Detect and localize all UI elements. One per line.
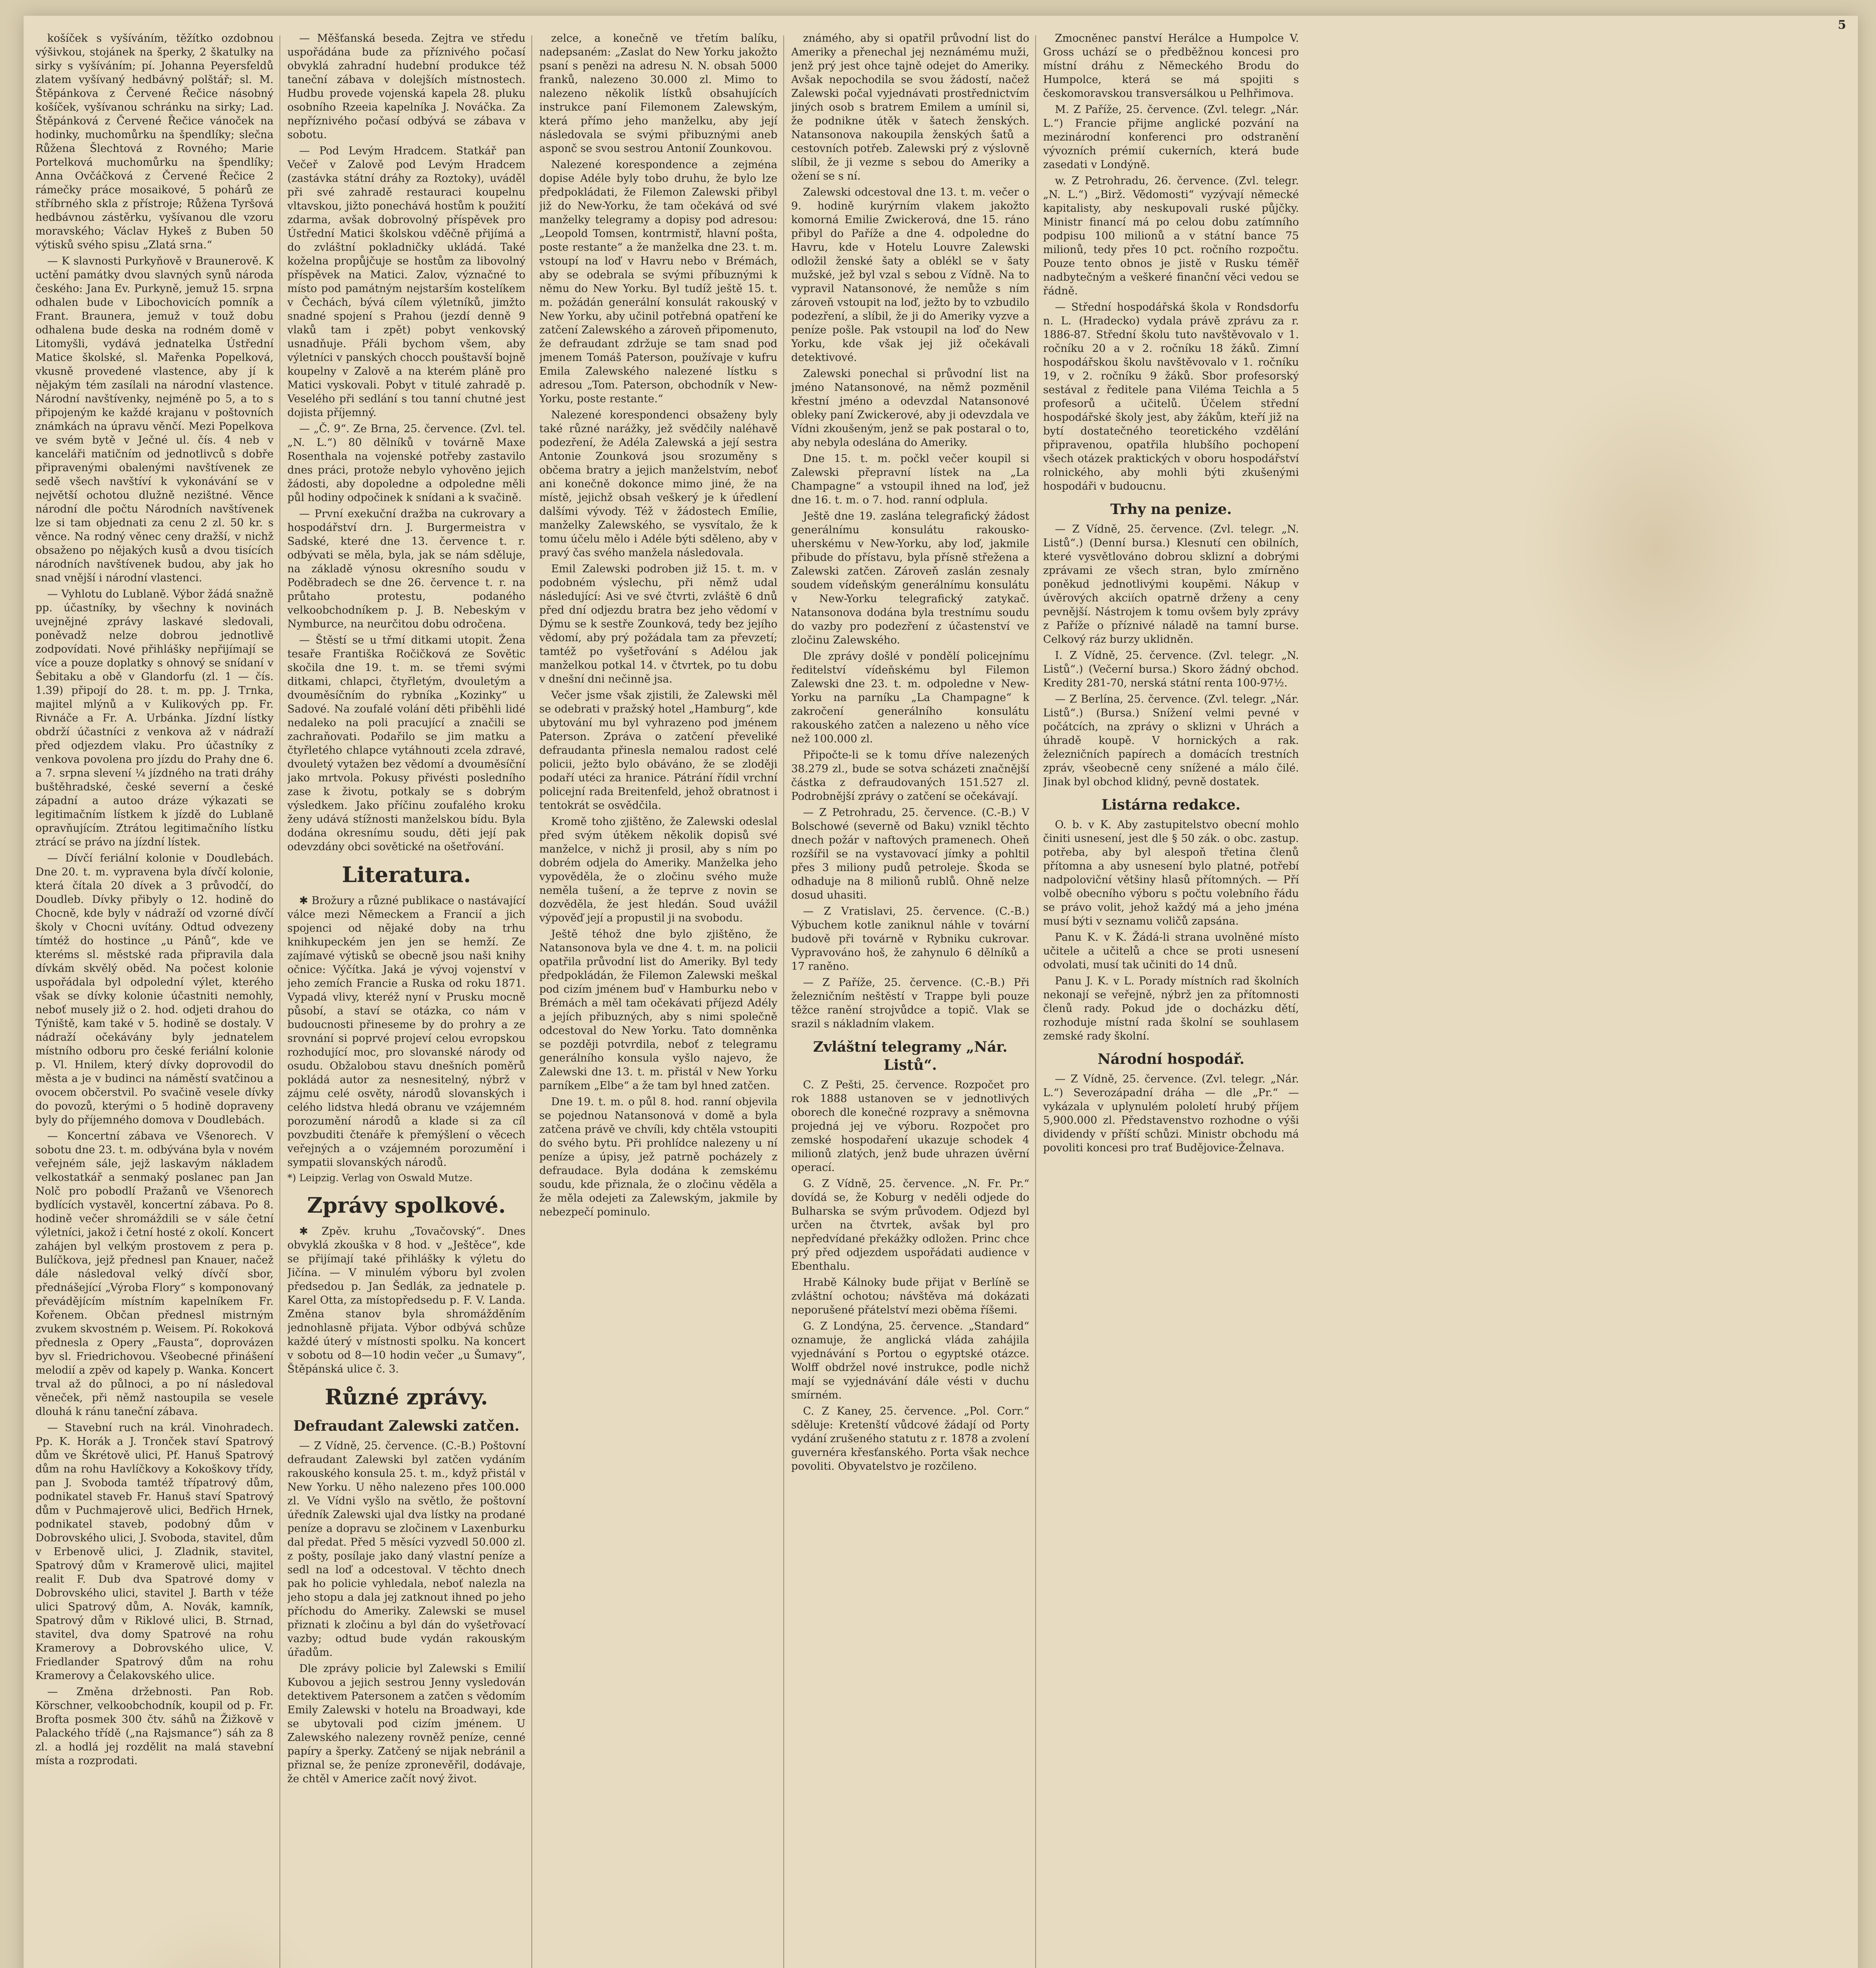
article-paragraph: G. Z Vídně, 25. července. „N. Fr. Pr.“ dovídá se, že Koburg v neděli odjede do Bulharska se svým průvodem. Odjezd byl určen na čtvrtek, avšak byl pro nepředvídané překážky odložen. Princ chce prý před odjezdem uspořádati audience v Ebenthalu. — [791, 1178, 1029, 1273]
article-paragraph: Zmocněnec panství Herálce a Humpolce V. Gross uchází se o předběžnou koncesi pro místní dráhu z Německého Brodu do Humpolce, která se má spojiti s českomoravskou transversálkou u Pelhřimova. — [1043, 32, 1299, 100]
article-paragraph: — Vyhlotu do Lublaně. Výbor žádá snažně pp. účastníky, by všechny k novinách uvejnějné zprávy laskavé sledovali, poněvadž nelze dobrou jednotlivě zodpovídati. Nové přihlášky nepřijímají se více a pouze doplatky s ohnový se snídaní v Šebitaku a obě v Glandorfu (zl. 1 — čís. 1.39) připojí do 28. t. m. pp. J. Trnka, majitel mlýnů a v Kulikových pp. Fr. Rivnáče a Fr. A. Urbánka. Jízdní lístky obdrží účastníci z venkova až v nádraží před odjezdem vlaku. Pro účastníky z venkova povolena pro jízdu do Prahy dne 6. a 7. srpna slevení ¼ jízdného na trati dráhy buštěhradské, české severní a české západní a autoo dráze výkazati se legitimačním lístkem k jízdě do Lublaně opravňujícím. Ztrátou legitimačního lístku ztrácí se právo na jízdní lístek. — [35, 588, 274, 848]
column-divider — [1035, 35, 1036, 1968]
newspaper-page — [24, 16, 1858, 1968]
article-paragraph: Kromě toho zjištěno, že Zalewski odeslal před svým útěkem několik dopisů své manželce, v nichž ji prosil, aby s ním po dobrém odjela do Ameriky. Manželka jeho vypověděla, že o zločinu svého muže neměla tušení, a že teprve z novin se dozvěděla, že jest hledán. Soud uvážil výpověď její a propustil ji na svobodu. — [539, 816, 777, 924]
article-paragraph: — Střední hospodářská škola v Rondsdorfu n. L. (Hradecko) vydala právě zprávu za r. 1886-87. Střední školu tuto navštěvovalo v 1. ročníku 20 a v 2. ročníku 18 žáků. Zimní hospodářskou školu navštěvovalo v 1. ročníku 19, v 2. ročníku 9 žáků. Sbor profesorský sestával z ředitele pana Viléma Teichla a 5 profesorů a učitelů. Účelem střední hospodářské školy jest, aby žákům, kteří již na bytí dostatečného teoretického vzdělání připravenou, opatřila hlubšího pochopení všech otázek praktických v oboru hospodářství rolnického, aby mohli býti zkušenými hospodáři v budoucnu. — [1043, 301, 1299, 492]
article-paragraph: — Z Vratislavi, 25. července. (C.-B.) Výbuchem kotle zaniknul náhle v tovární budově při továrně v Rybniku cukrovar. Vypravováno hoš, že zahynulo 6 dělníků a 17 raněno. — [791, 905, 1029, 973]
article-paragraph: Dle zprávy došlé v pondělí policejnímu ředitelství vídeňskému byl Filemon Zalewski dne 23. t. m. odpoledne v New-Yorku na parníku „La Champagne“ k zakročení generálního konsulátu rakouského zatčen a nalezeno u něho více než 100.000 zl. — [791, 650, 1029, 745]
article-paragraph: — Z Paříže, 25. července. (C.-B.) Při železničním neštěstí v Trappe byli pouze těžce ranění strojvůdce a topič. Vlak se srazil s nákladním vlakem. — [791, 977, 1029, 1030]
article-paragraph: Panu J. K. v L. Porady místních rad školních nekonají se veřejně, nýbrž jen za přítomnosti členů rady. Pokud jde o docházku dětí, rozhoduje místní rada školní se souhlasem zemské rady školní. — [1043, 975, 1299, 1042]
column-divider — [279, 35, 280, 1968]
article-paragraph: košíček s vyšíváním, těžítko ozdobnou výšivkou, stojánek na šperky, 2 škatulky na sirky s vyšíváním; pí. Johanna Peyersfeldů zlatem vyšívaný hedbávný polštář; sl. M. Štěpánkova z Červené Řečice násobný košíček, vyšívanou schránku na sirky; Lad. Štěpánková z Červené Řečice vánoček na hodinky, muchomůrku na špendlíky; slečna Růžena Šlechtová z Rovného; Marie Portelková muchomůrku na špendlíky; Anna Ovčáčková z Červené Řečice 2 rámečky práce mosaikové, 5 pohárů ze stříbrného skla z přístroje; Růžena Tyršová hedbávnou zástěrku, vyšívanou dle vzoru moravského; Václav Hykeš z Buben 50 výtisků svého spisu „Zlatá srna.“ — [35, 32, 274, 251]
article-paragraph: Dne 15. t. m. počkl večer koupil si Zalewski přepravní lístek na „La Champagne“ a vstoupil ihned na loď, jež dne 16. t. m. o 7. hod. ranní odplula. — [791, 453, 1029, 506]
section-heading-zpravy-spolkove: Zprávy spolkové. — [307, 1193, 506, 1218]
article-paragraph: Emil Zalewski podroben již 15. t. m. v podobném výslechu, při němž udal následující: Asi ve své čtvrti, zvláště 6 dnů před dní odjezdu bratra bez jeho vědomí v Dýmu se k sestře Zounková, tedy bez jejího vědomí, aby prý požádala tam za převzetí; tamtéž po vyšetřování s Adélou jak manželkou potkal 14. v čtvrtek, po tu dobu v dnešní dni nečinně jsa. — [539, 563, 777, 685]
footnote: *) Leipzig. Verlag von Oswald Mutze. — [287, 1172, 473, 1184]
column-2 — [287, 31, 525, 1968]
article-paragraph: C. Z Kaney, 25. července. „Pol. Corr.“ sděluje: Kretenští vůdcové žádají od Porty vydání zrušeného statutu z r. 1878 a zvolení guvernéra křesťanského. Porta však nechce povoliti. Obyvatelstvo je rozčileno. — [791, 1405, 1029, 1472]
article-paragraph: — Z Vídně, 25. července. (Zvl. telegr. „N. Listů“.) (Denní bursa.) Klesnutí cen obilních, které vysvětlováno dobrou sklizní a dobrými zprávami ze všech stran, bylo zmírněno poněkud jednotlivými koupěmi. Nákup v úvěrových akciích opatrně drženy a ceny pevnější. Nástrojem k tomu ovšem byly zprávy z Paříže o příznivé náladě na tamní burse. Celkový ráz burzy uklidněn. — [1043, 523, 1299, 646]
page-number: 5 — [1838, 18, 1846, 32]
article-paragraph: — Koncertní zábava ve Všenorech. V sobotu dne 23. t. m. odbývána byla v novém veřejném sále, jejž laskavým nákladem velkostatkář a senmaký poslanec pan Jan Nolč pro pobodlí Pražanů ve Všenorech bydlících vystavěl, koncertní zábava. Po 8. hodině večer shromáždili se v sále četní výletníci, jakož i četní hosté z okolí. Koncert zahájen byl velkým prostovem z pera p. Bulíčkova, jejž přednesl pan Knauer, načež dále následoval velký dívčí sbor, přednášející „Výroba Flory“ s komponovaný převádějícím místním kapelníkem Fr. Kořenem. Občan přednesl mistrným zvukem skvostném p. Weisem. Pí. Rokoková přednesla z Opery „Fausta“, doprovázen byv sl. Friedrichovou. Všeobecné přinášení melodií a zpěv od kapely p. Wanka. Koncert trval až do půlnoci, a po ní následoval věneček, při němž nastoupila se vesele dlouhá k ránu taneční zábava. — [35, 1130, 274, 1418]
article-paragraph: Nalezené korespondenci obsaženy byly také různé narážky, jež svědčily naléhavě podezření, že Adéla Zalewská a její sestra Antonie Zounková jsou srozuměny s občema bratry a jejich manželstvím, neboť ani konečně dokonce mimo jiné, že na místě, jejichž obsah veškerý je k úředlení dalšími vývody. Též v žádostech Emílie, manželky Zalewského, se vysvítalo, že k tomu účelu mělo i Adéle býti sděleno, aby v pravý čas svého manžela následovala. — [539, 409, 777, 559]
article-paragraph: Zalewski odcestoval dne 13. t. m. večer o 9. hodině kurýrním vlakem jakožto komorná Emilie Zwickerová, dne 15. ráno přibyl do Paříže a dne 4. odpoledne do Havru, kde v Hotelu Louvre Zalewski odložil ženské šaty a oblékl se v šaty mužské, jež byl vzal s sebou z Vídně. Na to vypravil Natansonové, že nemůže s ním zároveň vstoupit na loď, ježto by to vzbudilo podezření, a slíbil, že ji do Ameriky vyzve a peníze pošle. Pak vstoupil na loď do New Yorku, kde však jej již očekávali detektivové. — [791, 186, 1029, 364]
column-3 — [539, 31, 777, 1968]
section-heading-narodni-hospodar: Národní hospodář. — [1097, 1051, 1245, 1067]
article-paragraph: — Z Vídně, 25. července. (Zvl. telegr. „Nár. L.“) Severozápadní dráha — dle „Pr.“ — vykázala v uplynulém pololetí hrubý příjem 5,900.000 zl. Představenstvo rozhodne o výši dividendy v příští schůzi. Ministr obchodu má povoliti koncesi pro trať Budějovice-Želnava. — [1043, 1073, 1299, 1154]
article-paragraph: Nalezené korespondence a zejména dopise Adéle byly tobo druhu, že bylo lze předpokládati, že Filemon Zalewski přibyl již do New-Yorku, že tam očekává od své manželky telegramy a dopisy pod adresou: „Leopold Tomsen, kontrmistř, hlavní pošta, poste restante“ a že manželka dne 23. t. m. vstoupí na loď v Havru nebo v Brémách, aby se odebrala se svými příbuznými k němu do New Yorku. Byl tudíž ještě 15. t. m. požádán generální konsulát rakouský v New Yorku, aby učinil potřebná opatření ke zatčení Zalewského a zároveň připomenuto, že defraudant zdržuje se tam snad pod jmenem Tomáš Paterson, používaje v kufru Emila Zalewského nalezené lístku s adresou „Tom. Paterson, obchodník v New-Yorku, poste restante.“ — [539, 159, 777, 405]
article-paragraph: w. Z Petrohradu, 26. července. (Zvl. telegr. „N. L.“) „Birž. Vědomosti“ vyzývají německé kapitalisty, aby neskupovali ruské půjčky. Ministr financí má po celou dobu zatímního podpisu 100 milionů a v státní bance 75 milionů, tedy přes 10 pct. ročního rozpočtu. Pouze tento obnos je jistě v Rusku téměř nadbytečným a veškeré finanční věci vedou se řádně. — [1043, 175, 1299, 297]
article-paragraph: — K slavnosti Purkyňově v Braunerově. K uctění památky dvou slavných synů národa českého: Jana Ev. Purkyně, jemuž 15. srpna odhalen bude v Libochovicích pomník a Frant. Braunera, jemuž v touž dobu odhalena bude deska na rodném domě v Litomyšli, vydává jednatelka Ústřední Matice školské, sl. Mařenka Popelková, vkusně provedené vlastence, aby jí k nějakým tém zasílali na národní vlastence. Národní navštívenky, nejméně po 5, a to s připojeným ke každé krajanu v poštovních známkách na úpravu věnčí. Mezi Popelkova ve svém bytě v Ječné ul. čís. 4 neb v kanceláři matičním od jednotlivců s dobře připravenými obalenými navštívenek ze sedě všech navštíví k vykonávání se v největší ochotou dlužně nezištné. Věnce národní dle počtu Národních navštívenek lze si tam objednati za cenu 2 zl. 50 kr. s věnce. Na rodný věnec ceny dražší, v nichž obsaženo po nějakých kusů a dvou tisících národních navštívenek budou, aby jak ho snad vnější i národní vlastenci. — [35, 255, 274, 584]
article-paragraph: Hrabě Kálnoky bude přijat v Berlíně se zvláštní ochotou; návštěva má dokázati neporušené přátelství mezi oběma říšemi. — [791, 1276, 1029, 1316]
article-paragraph: — Pod Levým Hradcem. Statkář pan Večeř v Zalově pod Levým Hradcem (zastávka státní dráhy za Roztoky), uváděl při své zahradě restauraci koupelnu vltavskou, jižto ponechává hostům k použití zdarma, avšak dobrovolný příspěvek pro Ústřední Matici školskou vděčně přijímá a do zvláštní pokladničky ukládá. Také koželna propůjčuje se hostům za libovolný příspěvek na Matici. Zalov, význačné to místo pod památným nejstarším kostelíkem v Čechách, bývá cílem výletníků, jimžto snadné spojení s Prahou (jezdí denně 9 vlaků tam i zpět) pobyt venkovský usnadňuje. Přáli bychom všem, aby výletníci v panských chocch pouštavší bojně koupelny v Zalově a na kterém pláně pro Matici vyskovali. Pobyt v titulé zahradě p. Veselého při sedlání s tou tanní chutné jest dojista příjemný. — [287, 145, 525, 419]
article-paragraph: — Z Petrohradu, 25. července. (C.-B.) V Bolschowé (severně od Baku) vznikl těchto dnech požár v naftových pramenech. Oheň rozšířil se na vystavovací jímky a pohltil přes 3 miliony pudů petroleje. Škoda se odhaduje na 8 milionů rublů. Ohně nelze dosud uhasiti. — [791, 806, 1029, 901]
article-paragraph: — Štěstí se u třmí ditkami utopit. Žena tesaře Františka Ročičková ze Sovětic skočila dne 19. t. m. se třemi svými ditkami, chlapci, čtyřletým, dvouletým a dvouměsíčním do rybníka „Kozinky“ u Sadové. Na zoufalé volání děti přiběhli lidé nedaleko na poli pracující a značili se zachraňovati. Podařilo se jim matku a čtyřletého chlapce vytáhnouti zcela zdravé, dvouletý vytažen bez vědomí a dvouměsíční jako mrtvola. Pokusy přivésti posledního zase k životu, potkaly se s dobrým výsledkem. Jako příčinu zoufalého kroku ženy udává stížnosti manželskou bídu. Byla dodána okresnímu soudu, děti její pak odevzdány obci sovětické na ošetřování. — [287, 634, 525, 853]
article-paragraph: G. Z Londýna, 25. července. „Standard“ oznamuje, že anglická vláda zahájila vyjednávání s Portou o egyptské otázce. Wolff obdržel nové instrukce, podle nichž mají se vyjednávání dále vésti v duchu smírném. — [791, 1320, 1029, 1401]
article-paragraph: O. b. v K. Aby zastupitelstvo obecní mohlo činiti usnesení, jest dle § 50 zák. o obc. zastup. potřeba, aby byl alespoň třetina členů přítomna a aby usnesení bylo platné, potřebí nadpoloviční většiny hlasů přítomných. — Pří volbě obecního výboru s počtu volebního řádu se právo volit, jehož každý má a jeho jména musí býti v seznamu voličů zapsána. — [1043, 819, 1299, 927]
article-paragraph: ✱ Brožury a různé publikace o nastávající válce mezi Německem a Francií a jich spojenci od nějaké doby na trhu knihkupeckém jen jen se hemží. Ze zajímavé výtisků se obecně jsou naši knihy očnice: Výčítka. Jaká je vývoj vojenství v jeho zemích Francie a Ruska od roku 1871. Vypadá vlivy, kteréž nyní v Prusku mocně působí, a staví se otázka, co nám v budoucnosti přineseme by do prohry a ze srovnání si poprvé projeví celou evropskou rozhodující moc, pro slovanské národy od osudu. Obžalobou stavu dnešních poměrů pokládá autor za nesnesitelný, nýbrž v zájmu celé osvěty, národů slovanských i celého lidstva hledá obranu ve vzájemném porozumění národů a klade si za cíl povzbuditi čtenáře k přemýšlení o věcech veřejných a o vzájemném porozumění i sympatii slovanských národů. — [287, 895, 525, 1169]
article-paragraph: Dne 19. t. m. o půl 8. hod. ranní objevila se pojednou Natansonová v domě a byla zatčena právě ve chvíli, kdy chtěla vstoupiti do svého bytu. Při prohlídce nalezeny u ní peníze a úpisy, jež patrně pocházely z defraudace. Byla dodána k zemskému soudu, kde přiznala, že o zločinu věděla a že měla odejeti za Zalewským, jakmile by nebezpečí pominulo. — [539, 1096, 777, 1218]
article-paragraph: — Z Vídně, 25. července. (C.-B.) Poštovní defraudant Zalewski byl zatčen vydáním rakouského konsula 25. t. m., když přistál v New Yorku. U něho nalezeno přes 100.000 zl. Ve Vídni vyšlo na světlo, že poštovní úředník Zalewski ujal dva lístky na prodané peníze a dopravu se zločinem v Laxenburku dal předat. Před 5 měsíci vyzvedl 50.000 zl. z pošty, posílaje jako daný vlastní peníze a sedl na loď a odcestoval. V těchto dnech pak ho policie vyhledala, neboť nalezla na jeho stopu a dala jej zatknout ihned po jeho příchodu do Ameriky. Zalewski se musel přiznati k zločinu a byl dán do vyšetřovací vazby; odtud bude vydán rakouským úřadům. — [287, 1440, 525, 1659]
column-1 — [35, 31, 274, 1968]
article-paragraph: známého, aby si opatřil průvodní list do Ameriky a přenechal jej neznámému muži, jenž prý jest ohce tajně odejet do Ameriky. Avšak nepochodila se svou žádostí, načež Zalewski počal vyjednávati prostřednictvím jiných osob s bratrem Emilem a umínil si, že podnikne útěk v šatech ženských. Natansonova nakoupila ženských šatů a cestovních potřeb. Zalewski prý z výslovně slíbil, že ji vezme s sebou do Ameriky a ožení se s ní. — [791, 32, 1029, 182]
column-divider — [531, 35, 532, 1968]
article-paragraph: — Měšťanská beseda. Zejtra ve středu uspořádána bude za příznivého počasí obvyklá zahradní hudební produkce též taneční zábava v dolejších místnostech. Hudbu provede vojenská kapela 28. pluku osobního Rzeeia kapelníka J. Nováčka. Za nepříznivého počasí odbývá se zábava v sobotu. — [287, 32, 525, 141]
section-heading-listarna: Listárna redakce. — [1101, 797, 1241, 813]
article-paragraph: I. Z Vídně, 25. července. (Zvl. telegr. „N. Listů“.) (Večerní bursa.) Skoro žádný obchod. Kredity 281-70, nerská státní renta 100-97½. — [1043, 649, 1299, 689]
article-headline: Defraudant Zalewski zatčen. — [293, 1418, 520, 1434]
column-divider — [783, 35, 784, 1968]
article-paragraph: Zalewski ponechal si průvodní list na jméno Natansonové, na němž pozměnil křestní jméno a odevzdal Natansonové obleky paní Zwickerové, aby ji odevzdala ve Vídni zkoušeným, jenž se pak postaral o to, aby nebyla odeslána do Ameriky. — [791, 368, 1029, 449]
article-paragraph: Večer jsme však zjistili, že Zalewski měl se odebrati v pražský hotel „Hamburg“, kde ubytování mu byl vyhrazeno pod jménem Paterson. Zpráva o zatčení převeliké defraudanta přinesla nemalou radost celé policii, ježto bylo obáváno, že se zloději podaří utéci za hranice. Pátrání řídil vrchní policejní rada Breitenfeld, jehož obratnost i tentokrát se osvědčila. — [539, 689, 777, 812]
article-paragraph: Dle zprávy policie byl Zalewski s Emilií Kubovou a jejich sestrou Jenny vysledován detektivem Patersonem a zatčen s vědomím Emily Zalewski v hotelu na Broadwayi, kde se ubytovali pod cizím jménem. U Zalewského nalezeny rovněž peníze, cenné papíry a šperky. Zatčený se nijak nebránil a přiznal se, že peníze zpronevěřil, dodávaje, že chtěl v Americe začít nový život. — [287, 1663, 525, 1785]
article-paragraph: ✱ Zpěv. kruhu „Tovačovský“. Dnes obvyklá zkouška v 8 hod. v „Ještěce“, kde se přijímají také přihlášky k výletu do Jičína. — V minulém výboru byl zvolen předsedou p. Jan Šedlák, za jednatele p. Karel Otta, za místopředsedu p. F. V. Landa. Změna stanov byla shromážděním jednohlasně přijata. Výbor odbývá schůze každé úterý v místnosti spolku. Na koncert v sobotu od 8—10 hodin večer „u Šumavy“, Štěpánská ulice č. 3. — [287, 1225, 525, 1375]
article-paragraph: Ještě téhož dne bylo zjištěno, že Natansonova byla ve dne 4. t. m. na policii opatřila průvodní list do Ameriky. Byl tedy předpokládán, že Filemon Zalewski meškal pod cizím jménem buď v Hamburku nebo v Brémách a měl tam očekávati příjezd Adély a jejích přibuzných, aby s nimi společně odcestoval do New Yorku. Tato domněnka se později potvrdila, neboť z telegramu generálního konsula vyšlo najevo, že Zalewski dne 13. t. m. přistál v New Yorku parníkem „Elbe“ a že tam byl hned zatčen. — [539, 928, 777, 1092]
section-heading-telegramy: Zvláštní telegramy „Nár. Listů“. — [813, 1039, 1008, 1073]
column-5 — [1043, 31, 1842, 1968]
article-paragraph: Připočte-li se k tomu dříve nalezených 38.279 zl., bude se sotva scházeti značnější částka z defraudovaných 151.527 zl. Podrobnější zprávy o zatčení se očekávají. — [791, 749, 1029, 803]
article-paragraph: — Dívčí feriální kolonie v Doudlebách. Dne 20. t. m. vypravena byla dívčí kolonie, která čítala 20 dívek a 3 průvodčí, do Doudleb. Dívky přibyly o 12. hodině do Chocně, kde byly v nádraží od vzorné dívčí školy v Chocni uvítány. Odtud odvezeny tímtéž do hostince „u Pánů“, kde ve kteréms sl. městské rada připravila dala dívkám skvělý oběd. Na počest kolonie uspořádala byl odpolední výlet, kterého však se dívky kolonie účastniti nemohly, neboť musely již o 2. hod. odjeti drahou do Týniště, kam také v 5. hodině se dostaly. V nádraží očekávány byly jednatelem místního odboru pro české feriální kolonie p. Vl. Hnilem, který dívky doprovodil do města a je v budinci na náměstí svatčinou a ovocem občerstvil. Po svačině vesele dívky do povozů, kterými o 5 hodině dopraveny byly do příjemného domova v Doudlebách. — [35, 852, 274, 1126]
section-heading-literatura: Literatura. — [342, 862, 471, 887]
article-paragraph: M. Z Paříže, 25. července. (Zvl. telegr. „Nár. L.“) Francie přijme anglické pozvání na mezinárodní konferenci pro odstranění vývozních prémií cukerních, která bude zasedati v Londýně. — [1043, 104, 1299, 171]
article-paragraph: — „Č. 9“. Ze Brna, 25. července. (Zvl. tel. „N. L.“) 80 dělníků v továrně Maxe Rosenthala na vojenské potřeby zastavilo dnes práci, protože nebylo vyhověno jejich žádosti, aby dopoledne a odpoledne měli půl hodiny odpočinek k snídani a k svačině. — [287, 423, 525, 504]
article-paragraph: Ještě dne 19. zaslána telegrafický žádost generálnímu konsulátu rakousko-uherskému v New-Yorku, aby loď, jakmile přibude do přístavu, byla přísně střežena a Zalewski zatčen. Zároveň zaslán zesnaly soudem vídeňským generálnímu konsulátu v New-Yorku telegrafický zatykač. Natansonova dodána byla trestnímu soudu do vazby pro podezření z účastenství ve zločinu Zalewského. — [791, 510, 1029, 646]
article-paragraph: — Z Berlína, 25. července. (Zvl. telegr. „Nár. Listů“.) (Bursa.) Snížení velmi pevné v počátcích, na zprávy o sklizni v Uhrách a úhradě koupě. V hornických a rak. železničních papírech a domácích trestních zpráv, všeobecně ceny snížené a málo čilé. Jinak byl obchod klidný, pevně dostatek. — [1043, 693, 1299, 788]
article-paragraph: Panu K. v K. Žádá-li strana uvolněné místo učitele a učitelů a chce se proti usnesení odvolati, musí tak učiniti do 14 dnů. — [1043, 931, 1299, 971]
article-paragraph: C. Z Pešti, 25. července. Rozpočet pro rok 1888 ustanoven se v jednotlivých oborech dle konečné rozpravy a sněmovna projedná jej ve výboru. Rozpočet pro zemské hospodaření ukazuje schodek 4 milionů zlatých, jenž bude uhrazen úvěrní operací. — [791, 1079, 1029, 1174]
section-heading-ruzne-zpravy: Různé zprávy. — [325, 1384, 488, 1409]
article-paragraph: zelce, a konečně ve třetím balíku, nadepsaném: „Zaslat do New Yorku jakožto psaní s penězi na adresu N. N. obsah 5000 franků, nalezeno 30.000 zl. Mimo to nalezeno několik lístků obsahujících instrukce paní Filemonem Zalewským, která přímo jeho manželku, aby její následovala se svými přibuznými aneb asponč se svou sestrou Antonií Zounkovou. — [539, 32, 777, 155]
article-paragraph: — První exekuční dražba na cukrovary a hospodářství drn. J. Burgermeistra v Sadské, které dne 13. července t. r. odbývati se měla, byla, jak se nám sděluje, na základě výnosu okresního soudu v Poděbradech se dne 26. července t. r. na průtaho protestu, podaného velkoobchodníkem p. J. B. Nebeským v Nymburce, na neurčitou dobu odročena. — [287, 508, 525, 630]
article-paragraph: — Změna držebnosti. Pan Rob. Körschner, velkoobchodník, koupil od p. Fr. Brofta posmek 300 čtv. sáhů na Žižkově v Palackého třídě („na Rajsmance“) sáh za 8 zl. a hodlá jej rozdělit na malá stavební místa a rozprodati. — [35, 1686, 274, 1767]
section-heading-trhy: Trhy na penize. — [1110, 501, 1232, 518]
article-paragraph: — Stavební ruch na král. Vinohradech. Pp. K. Horák a J. Tronček staví Spatrový dům ve Škrétově ulici, Pf. Hanuš Spatrový dům na rohu Havlíčkovy a Kokoškovy třídy, pan J. Svoboda tamtéž třípatrový dům, podnikatel staveb Fr. Hanuš staví Spatrový dům v Puchmajerově ulici, Bedřich Hrnek, podnikatel staveb, podobný dům v Dobrovského ulici, J. Svoboda, stavitel, dům v Erbenově ulici, J. Zladnik, stavitel, Spatrový dům v Kramerově ulici, majitel realit F. Dub dva Spatrové domy v Dobrovského ulici, stavitel J. Barth v téže ulici Spatrový dům, A. Novák, kamník, Spatrový dům v Riklové ulici, B. Strnad, stavitel, dva domy Spatrové na rohu Kramerovy a Dobrovského ulice, V. Friedlander Spatrový dům na rohu Kramerovy a Čelakovského ulice. — [35, 1422, 274, 1682]
column-4 — [791, 31, 1029, 1968]
